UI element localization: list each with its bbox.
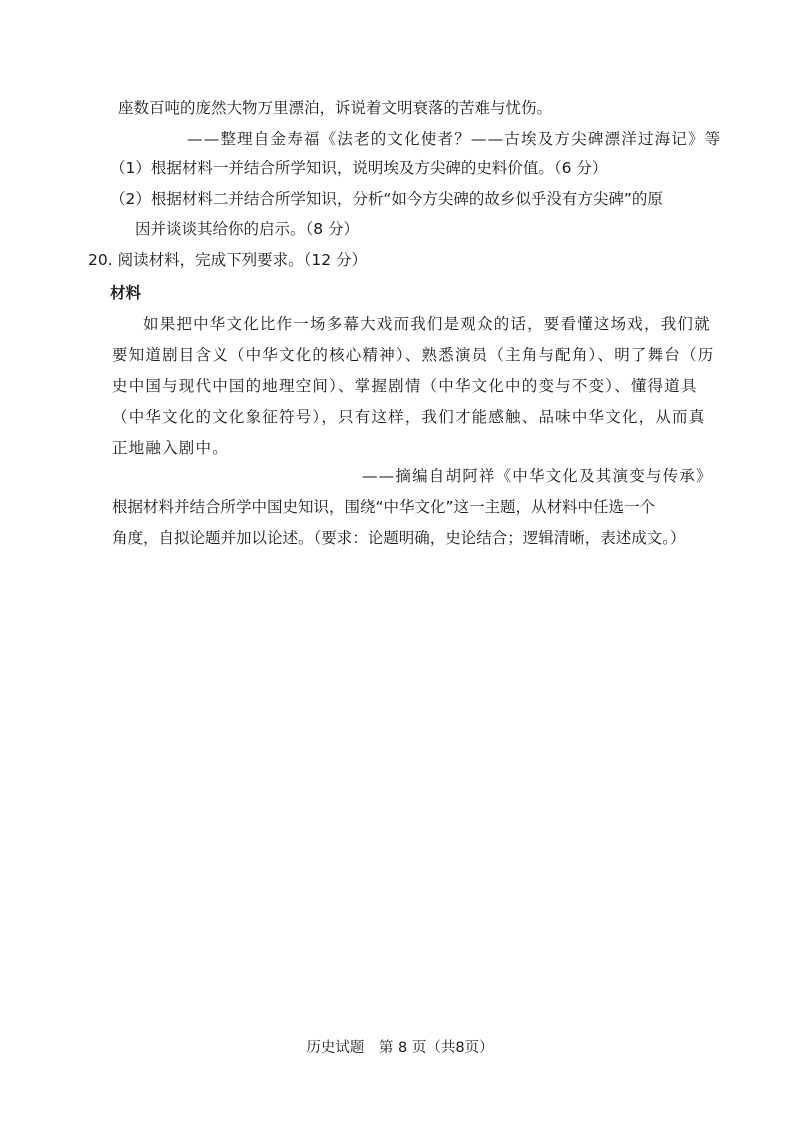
material-two-source: ——整理自金寿福《法老的文化使者？——古埃及方尖碑漂洋过海记》等 (187, 130, 722, 148)
material-line-4: （中华文化的文化象征符号），只有这样，我们才能感触、品味中华文化，从而真 (112, 408, 706, 426)
material-line-5: 正地融入剧中。 (112, 439, 229, 457)
question-19-part-2-line-2: 因并谈谈其给你的启示。（8 分） (135, 220, 360, 238)
material-line-2: 要知道剧目含义（中华文化的核心精神）、熟悉演员（主角与配角）、明了舞台（历 (112, 346, 715, 364)
question-19-part-1: （1）根据材料一并结合所学知识，说明埃及方尖碑的史料价值。（6 分） (110, 159, 608, 177)
question-20-title: 20. 阅读材料，完成下列要求。（12 分） (88, 251, 367, 269)
page-footer: 历史试题 第 8 页（共8页） (306, 1040, 494, 1056)
material-line-1: 如果把中华文化比作一场多幕大戏而我们是观众的话，要看懂这场戏，我们就 (143, 315, 711, 333)
task-line-1: 根据材料并结合所学中国史知识，围绕“中华文化”这一主题，从材料中任选一个 (112, 498, 656, 516)
question-19-part-2-line-1: （2）根据材料二并结合所学知识，分析“如今方尖碑的故乡似乎没有方尖碑”的原 (110, 190, 663, 208)
material-line-3: 史中国与现代中国的地理空间）、掌握剧情（中华文化中的变与不变）、懂得道具 (112, 377, 698, 395)
task-line-2: 角度，自拟论题并加以论述。（要求：论题明确，史论结合；逻辑清晰，表述成文。） (112, 529, 686, 547)
material-label: 材料 (110, 284, 142, 302)
material-two-closing-line: 座数百吨的庞然大物万里漂泊，诉说着文明衰落的苦难与忧伤。 (118, 99, 553, 117)
material-source: ——摘编自胡阿祥《中华文化及其演变与传承》 (362, 467, 713, 485)
